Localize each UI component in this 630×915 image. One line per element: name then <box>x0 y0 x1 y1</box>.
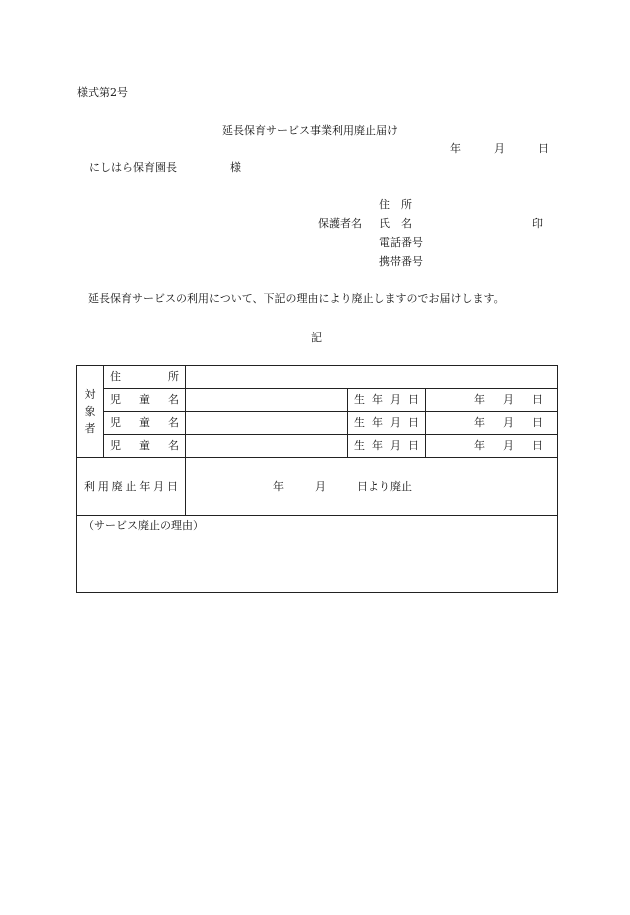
table-row-child <box>77 412 558 435</box>
seal-mark: 印 <box>532 217 543 230</box>
reason-field[interactable] <box>77 516 558 593</box>
address-char: 所 <box>168 370 179 383</box>
cancel-month: 月 <box>315 479 326 493</box>
subject-char: 対 <box>84 388 96 401</box>
birth-char: 日 <box>408 416 419 429</box>
birth-char: 月 <box>390 439 401 452</box>
child-label-char: 童 <box>139 393 150 406</box>
child-name-label <box>104 389 186 412</box>
table-row-child <box>77 389 558 412</box>
birth-year: 年 <box>474 393 486 406</box>
guardian-label: 保護者名 <box>318 217 362 230</box>
birth-date-label <box>348 412 426 435</box>
birth-year: 年 <box>474 416 486 429</box>
subject-char: 者 <box>84 422 96 435</box>
cancel-label-char: 廃 <box>111 479 123 493</box>
child-label-char: 名 <box>168 416 179 429</box>
address-field[interactable] <box>186 366 558 389</box>
birth-month: 月 <box>503 416 515 429</box>
body-text: 延長保育サービスの利用について、下記の理由により廃止しますのでお届けします。 <box>88 292 505 305</box>
cancel-date-field[interactable] <box>186 458 558 516</box>
child-name-field[interactable] <box>186 435 348 458</box>
cancel-suffix: 日より廃止 <box>357 479 412 493</box>
date-year: 年 <box>450 142 461 155</box>
child-name-label <box>104 412 186 435</box>
birth-day: 日 <box>532 393 544 406</box>
child-label-char: 名 <box>168 393 179 406</box>
cancel-date-label <box>77 458 186 516</box>
child-label-char: 児 <box>110 416 121 429</box>
guardian-mobile-label: 携帯番号 <box>379 255 423 268</box>
child-label-char: 童 <box>139 416 150 429</box>
birth-day: 日 <box>532 416 544 429</box>
form-number: 様式第2号 <box>77 86 128 99</box>
reason-label: （サービス廃止の理由） <box>83 519 204 532</box>
cancel-label-char: 用 <box>97 479 109 493</box>
addressee-name: にしはら保育園長 <box>89 161 177 174</box>
subject-label <box>77 366 104 458</box>
address-char: 住 <box>110 370 121 383</box>
child-label-char: 児 <box>110 393 121 406</box>
addressee-honorific: 様 <box>230 161 241 174</box>
child-name-field[interactable] <box>186 412 348 435</box>
guardian-address-label: 住 所 <box>379 198 412 211</box>
cancel-label-char: 利 <box>84 479 95 493</box>
guardian-phone-label: 電話番号 <box>379 236 423 249</box>
ki-label: 記 <box>311 331 322 344</box>
birth-char: 年 <box>372 439 383 452</box>
birth-char: 月 <box>390 416 401 429</box>
table-row-reason <box>77 516 558 593</box>
addressee <box>89 161 241 175</box>
table-row-cancel-date <box>77 458 558 516</box>
cancel-label-char: 月 <box>153 479 165 493</box>
child-name-label <box>104 435 186 458</box>
guardian-name-label: 氏 名 <box>379 217 412 230</box>
table-row-address <box>77 366 558 389</box>
birth-char: 年 <box>372 393 383 406</box>
birth-day: 日 <box>532 439 544 452</box>
cancel-label-char: 止 <box>125 479 137 493</box>
child-name-field[interactable] <box>186 389 348 412</box>
date-line <box>450 142 549 156</box>
date-month: 月 <box>494 142 505 155</box>
child-label-char: 童 <box>139 439 150 452</box>
child-label-char: 名 <box>168 439 179 452</box>
document-title: 延長保育サービス事業利用廃止届け <box>222 124 398 137</box>
birth-char: 生 <box>354 393 365 406</box>
birth-date-field[interactable] <box>426 412 558 435</box>
birth-char: 月 <box>390 393 401 406</box>
cancel-label-char: 日 <box>166 479 178 493</box>
birth-month: 月 <box>503 439 515 452</box>
birth-char: 生 <box>354 416 365 429</box>
birth-char: 生 <box>354 439 365 452</box>
birth-date-label <box>348 435 426 458</box>
birth-date-label <box>348 389 426 412</box>
address-label-cell <box>104 366 186 389</box>
birth-year: 年 <box>474 439 486 452</box>
birth-char: 日 <box>408 439 419 452</box>
cancel-label-char: 年 <box>139 479 151 493</box>
date-day: 日 <box>538 142 549 155</box>
child-label-char: 児 <box>110 439 121 452</box>
birth-date-field[interactable] <box>426 435 558 458</box>
table-row-child <box>77 435 558 458</box>
birth-char: 日 <box>408 393 419 406</box>
birth-char: 年 <box>372 416 383 429</box>
subject-table <box>76 365 558 593</box>
birth-date-field[interactable] <box>426 389 558 412</box>
subject-char: 象 <box>84 405 96 418</box>
birth-month: 月 <box>503 393 515 406</box>
cancel-year: 年 <box>273 479 284 493</box>
